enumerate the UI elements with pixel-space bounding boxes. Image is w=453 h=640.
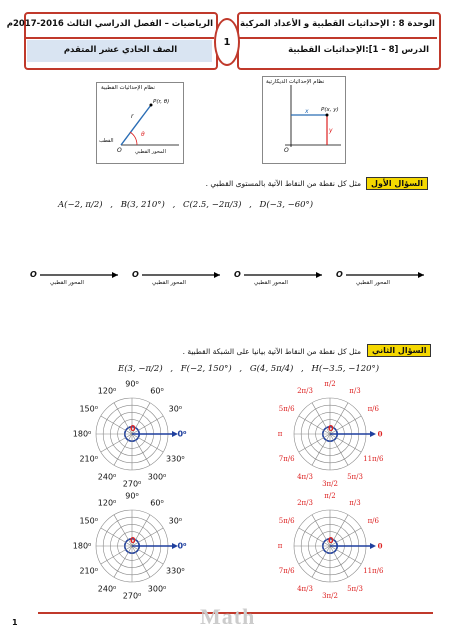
- cartesian-figure-svg: [263, 77, 345, 163]
- polar-grid-angle-label: 180⁰: [72, 429, 92, 439]
- polar-grid-4: [260, 494, 400, 598]
- q2-points: E(3, −π/2) , F(−2, 150°) , G(4, 5π/4) , H(−3.5, −120°): [118, 364, 380, 374]
- polar-grid-1: [62, 379, 202, 489]
- footer-page-number: 1: [12, 618, 18, 627]
- header-divider-left: [26, 37, 214, 39]
- polar-axis-label: المحور القطبي: [152, 280, 186, 286]
- polar-grid-angle-label: 270⁰: [122, 479, 142, 489]
- polar-grid-angle-label: 120⁰: [97, 386, 117, 396]
- polar-axis-origin: O: [234, 270, 241, 279]
- polar-grid-angle-label: π/3: [349, 498, 361, 507]
- polar-grid-angle-label: 3π/2: [322, 480, 338, 488]
- polar-axis-arrow: [28, 268, 124, 290]
- polar-figure-r: r: [131, 113, 134, 120]
- polar-grid-angle-label: 180⁰: [72, 541, 92, 551]
- polar-axis-origin: O: [336, 270, 343, 279]
- q2-point-g: G(4, 5π/4): [249, 364, 294, 374]
- polar-grid-angle-label: π/3: [349, 386, 361, 395]
- polar-grid-angle-label: 210⁰: [79, 454, 98, 464]
- cartesian-figure-x: x: [305, 108, 309, 115]
- header-divider-right: [239, 37, 437, 39]
- polar-grid-angle-label: 5π/6: [278, 517, 295, 525]
- polar-grid-angle-label: 3π/2: [322, 592, 338, 600]
- polar-grid-angle-label: 7π/6: [278, 455, 295, 463]
- polar-grid-angle-label: 240⁰: [97, 584, 117, 594]
- polar-grid-angle-label: 60⁰: [150, 498, 164, 508]
- polar-figure-axis: المحور القطبي: [135, 149, 166, 155]
- polar-axis-4: [334, 268, 430, 290]
- polar-grid-angle-label: 0: [377, 429, 383, 439]
- cartesian-figure: [262, 76, 346, 164]
- polar-grid-origin: 0: [328, 536, 334, 545]
- polar-axis-origin: O: [30, 270, 37, 279]
- polar-grid-origin: 0: [130, 424, 136, 433]
- cartesian-figure-origin: O: [284, 147, 289, 154]
- polar-grid-angle-label: 0: [377, 541, 383, 551]
- polar-figure-title: نظام الإحداثيات القطبية: [101, 85, 155, 91]
- polar-figure: [96, 82, 184, 164]
- polar-axis-label: المحور القطبي: [356, 280, 390, 286]
- polar-axis-2: [130, 268, 226, 290]
- q1-point-d: D(−3, −60°): [259, 200, 314, 210]
- polar-grid-angle-label: 4π/3: [297, 585, 313, 594]
- polar-axis-label: المحور القطبي: [50, 280, 84, 286]
- q1-text: مثل كل نقطة من النقاط الآتية بالمستوى القطبي .: [205, 179, 361, 188]
- polar-grid-2: [260, 382, 400, 486]
- q1-label: السؤال الأول: [366, 177, 428, 190]
- page-badge: [214, 18, 240, 66]
- lesson-title: الدرس [8 – 1]:الإحداثيات القطبية: [288, 45, 429, 55]
- polar-grid-3: [62, 491, 202, 601]
- polar-grid-angle-label: 330⁰: [166, 566, 185, 576]
- polar-grid-angle-label: 11π/6: [363, 567, 384, 575]
- polar-grid-angle-label: π/6: [367, 405, 380, 413]
- cartesian-figure-point: P(x, y): [321, 107, 339, 113]
- polar-grid-angle-label: 0⁰: [177, 429, 187, 439]
- polar-grid-angle-label: 90⁰: [125, 379, 139, 389]
- q1-point-b: B(3, 210°): [120, 200, 165, 210]
- polar-grid-angle-label: 30⁰: [168, 516, 182, 526]
- q2-point-f: F(−2, 150°): [180, 364, 232, 374]
- polar-grid-angle-label: 5π/3: [347, 473, 363, 482]
- q1-points: A(−2, π/2) , B(3, 210°) , C(2.5, −2π/3) , D(−3, −60°): [58, 200, 314, 210]
- polar-grid-angle-label: 150⁰: [79, 404, 98, 414]
- polar-grid-angle-label: π: [277, 430, 283, 438]
- q2-point-h: H(−3.5, −120°): [311, 364, 380, 374]
- q1-point-c: C(2.5, −2π/3): [182, 200, 242, 210]
- polar-axis-origin: O: [132, 270, 139, 279]
- polar-grid-angle-label: π/2: [324, 380, 336, 388]
- polar-grid-angle-label: 240⁰: [97, 472, 117, 482]
- polar-grid-angle-label: 5π/3: [347, 585, 363, 594]
- polar-grid-angle-label: 60⁰: [150, 386, 164, 396]
- polar-grid-angle-label: 11π/6: [363, 455, 384, 463]
- polar-grid-origin: 0: [328, 424, 334, 433]
- polar-grid-origin: 0: [130, 536, 136, 545]
- polar-grid-angle-label: 150⁰: [79, 516, 98, 526]
- subject-title: الرياضيات – الفصل الدراسي الثالث 2016-2017م: [6, 19, 213, 29]
- polar-grid-angle-label: 300⁰: [147, 584, 167, 594]
- polar-grid-angle-label: π/2: [324, 492, 336, 500]
- unit-title: الوحدة 8 : الإحداثيات القطبية و الأعداد المركبة: [240, 19, 435, 29]
- polar-figure-origin: O: [117, 147, 122, 154]
- polar-grid-angle-label: 2π/3: [297, 498, 313, 507]
- grade-title: الصف الحادي عشر المتقدم: [63, 45, 178, 55]
- polar-grid-angle-label: 210⁰: [79, 566, 98, 576]
- polar-figure-theta: θ: [141, 131, 145, 138]
- polar-grid-angle-label: 90⁰: [125, 491, 139, 501]
- q2-label: السؤال الثاني: [367, 344, 431, 357]
- polar-grid-angle-label: 4π/3: [297, 473, 313, 482]
- polar-axis-arrow: [232, 268, 328, 290]
- polar-axis-3: [232, 268, 328, 290]
- polar-axis-arrow: [130, 268, 226, 290]
- q2-text: مثل كل نقطة من النقاط الآتية بيانيا على الشبكة القطبية .: [182, 347, 361, 356]
- page-badge-number: 1: [223, 36, 231, 48]
- q2-point-e: E(3, −π/2): [118, 364, 163, 374]
- cartesian-figure-title: نظام الإحداثيات الديكارتية: [266, 79, 325, 85]
- polar-grid-angle-label: 0⁰: [177, 541, 187, 551]
- polar-figure-point: P(r, θ): [153, 99, 170, 105]
- polar-axis-arrow: [334, 268, 430, 290]
- polar-grid-angle-label: π: [277, 542, 283, 550]
- polar-grid-angle-label: 270⁰: [122, 591, 142, 601]
- polar-figure-pole: القطب: [99, 138, 114, 144]
- polar-axis-1: [28, 268, 124, 290]
- polar-grid-angle-label: 2π/3: [297, 386, 313, 395]
- polar-grid-angle-label: 5π/6: [278, 405, 295, 413]
- polar-axis-label: المحور القطبي: [254, 280, 288, 286]
- q1-point-a: A(−2, π/2): [58, 200, 103, 210]
- polar-grid-angle-label: 300⁰: [147, 472, 167, 482]
- polar-grid-angle-label: 120⁰: [97, 498, 117, 508]
- footer-logo: Math: [200, 604, 256, 629]
- polar-grid-angle-label: π/6: [367, 517, 380, 525]
- polar-grid-angle-label: 330⁰: [166, 454, 185, 464]
- polar-grid-angle-label: 7π/6: [278, 567, 295, 575]
- cartesian-figure-y: y: [329, 127, 333, 134]
- polar-grid-angle-label: 30⁰: [168, 404, 182, 414]
